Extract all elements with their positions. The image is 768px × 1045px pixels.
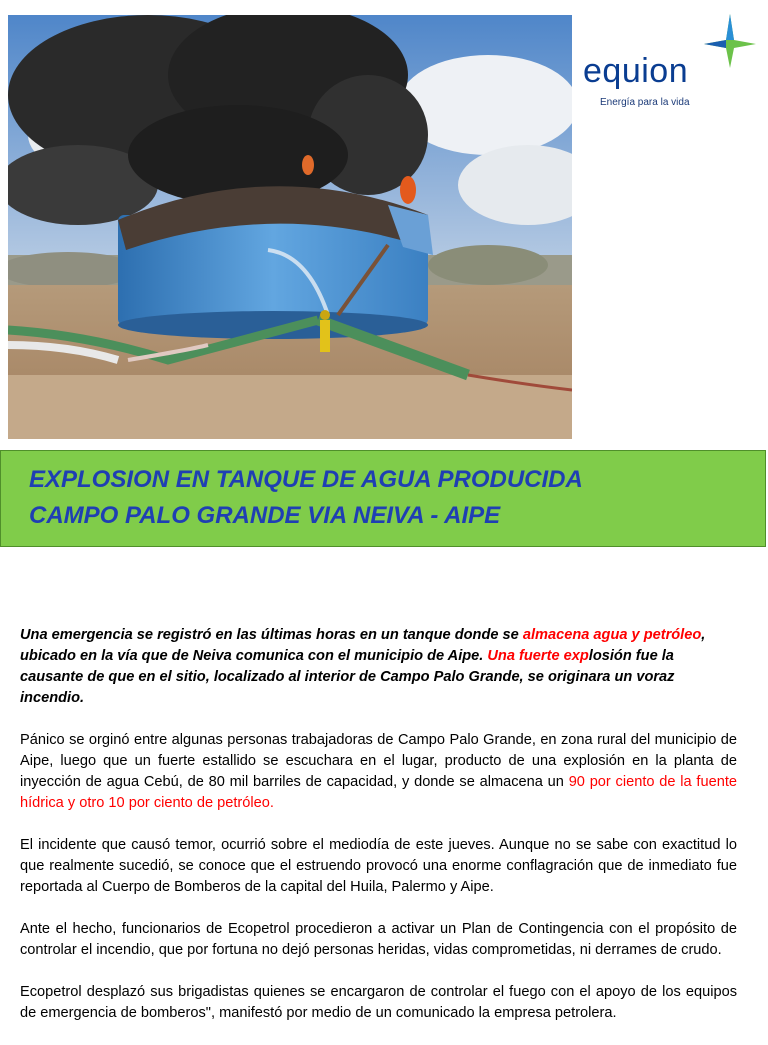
- highlight-span: Una fuerte exp: [487, 648, 589, 664]
- text-span: , ubicado en la vía que de Neiva comunica con el municipio de Aipe.: [20, 627, 706, 664]
- text-span: Pánico se orginó entre algunas personas trabajadoras de Campo Palo Grande, en zona rural del municipio de Aipe, luego que un fuerte estallido se escuchara en el lugar, producto de una explosión en la planta de inyección de agua Cebú, de 80 mil barriles de capacidad, y donde se almacena un: [20, 732, 737, 790]
- article-body: [20, 625, 737, 1045]
- star-logo-icon: [680, 10, 760, 75]
- paragraph-intro: [20, 625, 737, 709]
- highlight-span: almacena agua y petróleo: [522, 627, 702, 643]
- logo-tagline: Energía para la vida: [600, 97, 690, 108]
- logo-wordmark: equion: [583, 52, 689, 90]
- equion-logo: [580, 10, 760, 120]
- paragraph-5: Ecopetrol desplazó sus brigadistas quienes se encargaron de controlar el fuego con el apoyo de los equipos de emergencia de bomberos", manifestó por medio de un comunicado la empresa petrolera.: [20, 984, 737, 1021]
- headline-banner: [0, 450, 766, 547]
- highlight-span: 90 por ciento de la fuente hídrica y otro 10 por ciento de petróleo.: [20, 774, 737, 811]
- text-span: losión fue la causante de que en el sitio, localizado al interior de Campo Palo Grande, se originara un voraz incendio.: [20, 648, 675, 706]
- headline-line-1: EXPLOSION EN TANQUE DE AGUA PRODUCIDA: [29, 466, 583, 493]
- paragraph-2: [20, 730, 737, 814]
- paragraph-4: Ante el hecho, funcionarios de Ecopetrol procedieron a activar un Plan de Contingencia con el propósito de controlar el incendio, que por fortuna no dejó personas heridas, vidas comprometidas, ni derrames de crudo.: [20, 921, 737, 958]
- headline-line-2: CAMPO PALO GRANDE VIA NEIVA - AIPE: [29, 502, 501, 529]
- text-span: Una emergencia se registró en las últimas horas en un tanque donde se: [20, 627, 523, 643]
- tank-fire-photo: [8, 15, 572, 439]
- paragraph-3: El incidente que causó temor, ocurrió sobre el mediodía de este jueves. Aunque no se sabe con exactitud lo que realmente sucedió, se conoce que el estruendo provocó una enorme conflagración que de inmediato fue reportada al Cuerpo de Bomberos de la capital del Huila, Palermo y Aipe.: [20, 837, 737, 895]
